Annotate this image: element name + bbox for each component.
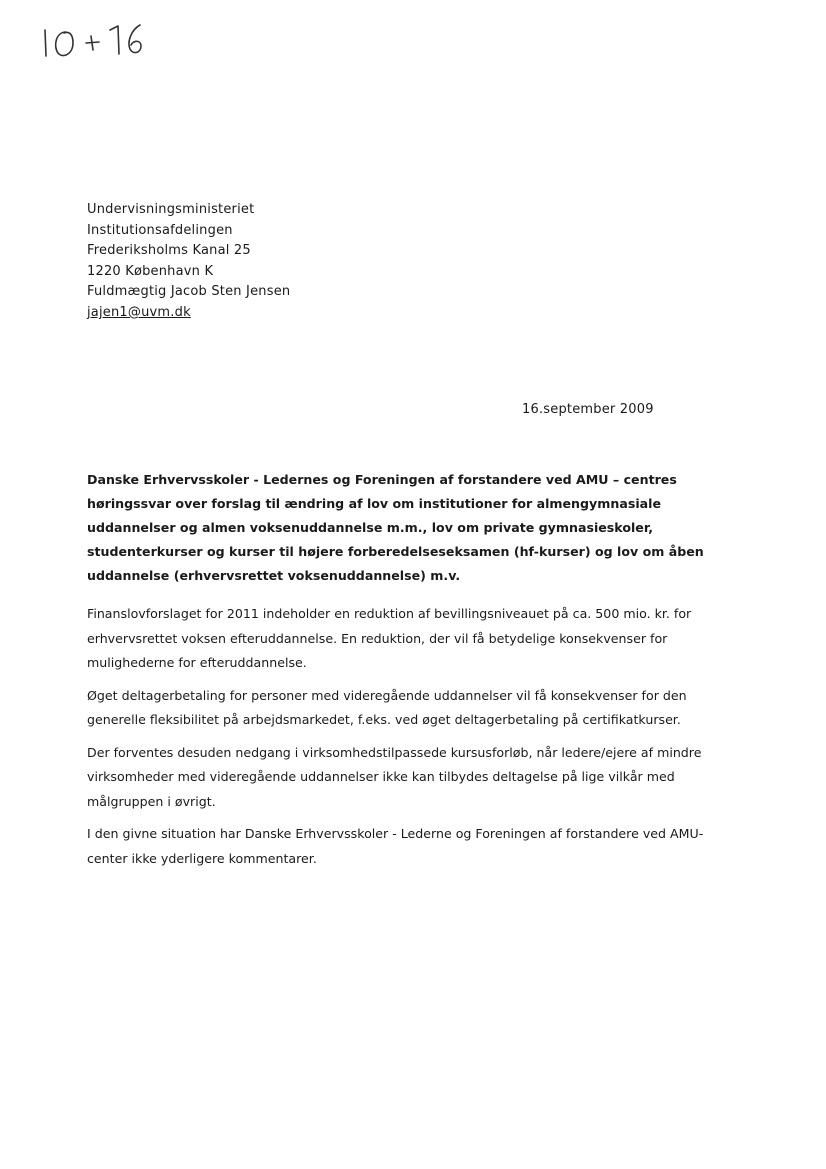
body-paragraph: Der forventes desuden nedgang i virksomhedstilpassede kursusforløb, når ledere/ejere af mindre virksomheder med videregående uddannelser ikke kan tilbydes deltagelse på lige vilkår med målgruppen i øvrigt. — [87, 744, 702, 809]
recipient-email-link[interactable]: jajen1@uvm.dk — [87, 304, 191, 320]
letter-date: 16.september 2009 — [522, 402, 654, 417]
body-paragraph: Finanslovforslaget for 2011 indeholder en reduktion af bevillingsniveauet på ca. 500 mio. kr. for erhvervsrettet voksen efteruddannelse. En reduktion, der vil få betydelige konsekvenser for mulighederne for efteruddannelse. — [87, 606, 692, 670]
recipient-line: 1220 København K — [87, 263, 214, 279]
recipient-line: Institutionsafdelingen — [87, 222, 233, 238]
recipient-line: Undervisningsministeriet — [87, 202, 255, 217]
body-paragraph: Øget deltagerbetaling for personer med videregående uddannelser vil få konsekvenser for den generelle fleksibilitet på arbejdsmarkedet, f.eks. ved øget deltagerbetaling på certifikatkurser. — [87, 687, 687, 727]
letter-subject: Danske Erhvervsskoler - Ledernes og Foreningen af forstandere ved AMU – centres høringssvar over forslag til ændring af lov om institutioner for almengymnasiale uddannelser og almen voksenuddannelse m.m., lov om private gymnasieskoler, studenterkurser og kurser til højere forberedelseseksamen (hf-kurser) og lov om åben uddannelse (erhvervsrettet voksenuddannelse) m.v. — [87, 472, 704, 583]
handwritten-note — [36, 16, 156, 60]
letter-body — [87, 468, 727, 879]
handwritten-note-drawing — [36, 16, 156, 60]
recipient-line: Fuldmægtig Jacob Sten Jensen — [87, 284, 291, 300]
recipient-address — [87, 200, 290, 324]
body-paragraph: I den givne situation har Danske Erhvervsskoler - Lederne og Foreningen af forstandere ved AMU-center ikke yderligere kommentarer. — [87, 826, 704, 866]
recipient-line: Frederiksholms Kanal 25 — [87, 243, 251, 259]
